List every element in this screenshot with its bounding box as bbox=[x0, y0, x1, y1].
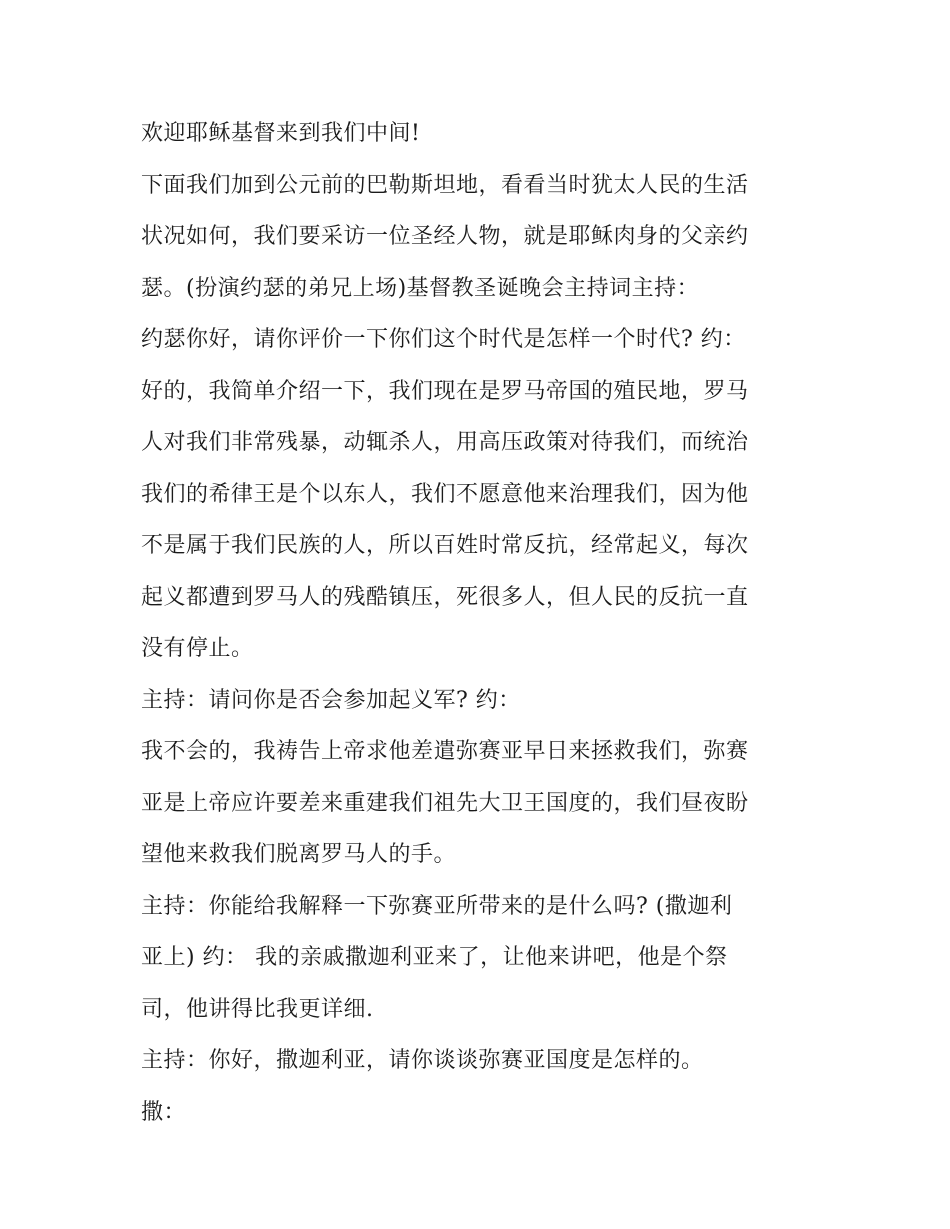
text-line: 欢迎耶稣基督来到我们中间! bbox=[141, 121, 421, 146]
text-line: 状况如何，我们要采访一位圣经人物，就是耶稣肉身的父亲约 bbox=[141, 224, 749, 249]
text-line: 我不会的，我祷告上帝求他差遣弥赛亚早日来拯救我们，弥赛 bbox=[141, 739, 749, 764]
text-line: 起义都遭到罗马人的残酷镇压，死很多人，但人民的反抗一直 bbox=[141, 584, 749, 610]
text-line: 约瑟你好，请你评价一下你们这个时代是怎样一个时代? 约： bbox=[141, 327, 746, 352]
text-line: 撒： bbox=[141, 1099, 187, 1125]
text-line: 我们的希律王是个以东人，我们不愿意他来治理我们，因为他 bbox=[141, 481, 749, 507]
text-line: 不是属于我们民族的人，所以百姓时常反抗，经常起义，每次 bbox=[141, 533, 749, 558]
text-line: 亚是上帝应许要差来重建我们祖先大卫王国度的，我们昼夜盼 bbox=[141, 790, 749, 816]
text-line: 瑟。(扮演约瑟的弟兄上场)基督教圣诞晚会主持词主持： bbox=[141, 275, 700, 301]
text-line: 下面我们加到公元前的巴勒斯坦地，看看当时犹太人民的生活 bbox=[141, 172, 749, 198]
text-line: 亚上) 约： 我的亲戚撒迦利亚来了，让他来讲吧，他是个祭 bbox=[141, 945, 728, 970]
text-line: 没有停止。 bbox=[141, 636, 254, 661]
text-line: 望他来救我们脱离罗马人的手。 bbox=[141, 842, 457, 867]
document-body bbox=[141, 108, 821, 1138]
text-line: 好的，我简单介绍一下，我们现在是罗马帝国的殖民地，罗马 bbox=[141, 378, 749, 404]
text-line: 主持：你好，撒迦利亚，请你谈谈弥赛亚国度是怎样的。 bbox=[141, 1048, 704, 1073]
text-line: 主持：请问你是否会参加起义军? 约： bbox=[141, 687, 521, 713]
text-line: 主持：你能给我解释一下弥赛亚所带来的是什么吗? (撒迦利 bbox=[141, 893, 733, 919]
text-line: 司，他讲得比我更详细. bbox=[141, 996, 374, 1022]
text-line: 人对我们非常残暴，动辄杀人，用高压政策对待我们，而统治 bbox=[141, 430, 749, 455]
